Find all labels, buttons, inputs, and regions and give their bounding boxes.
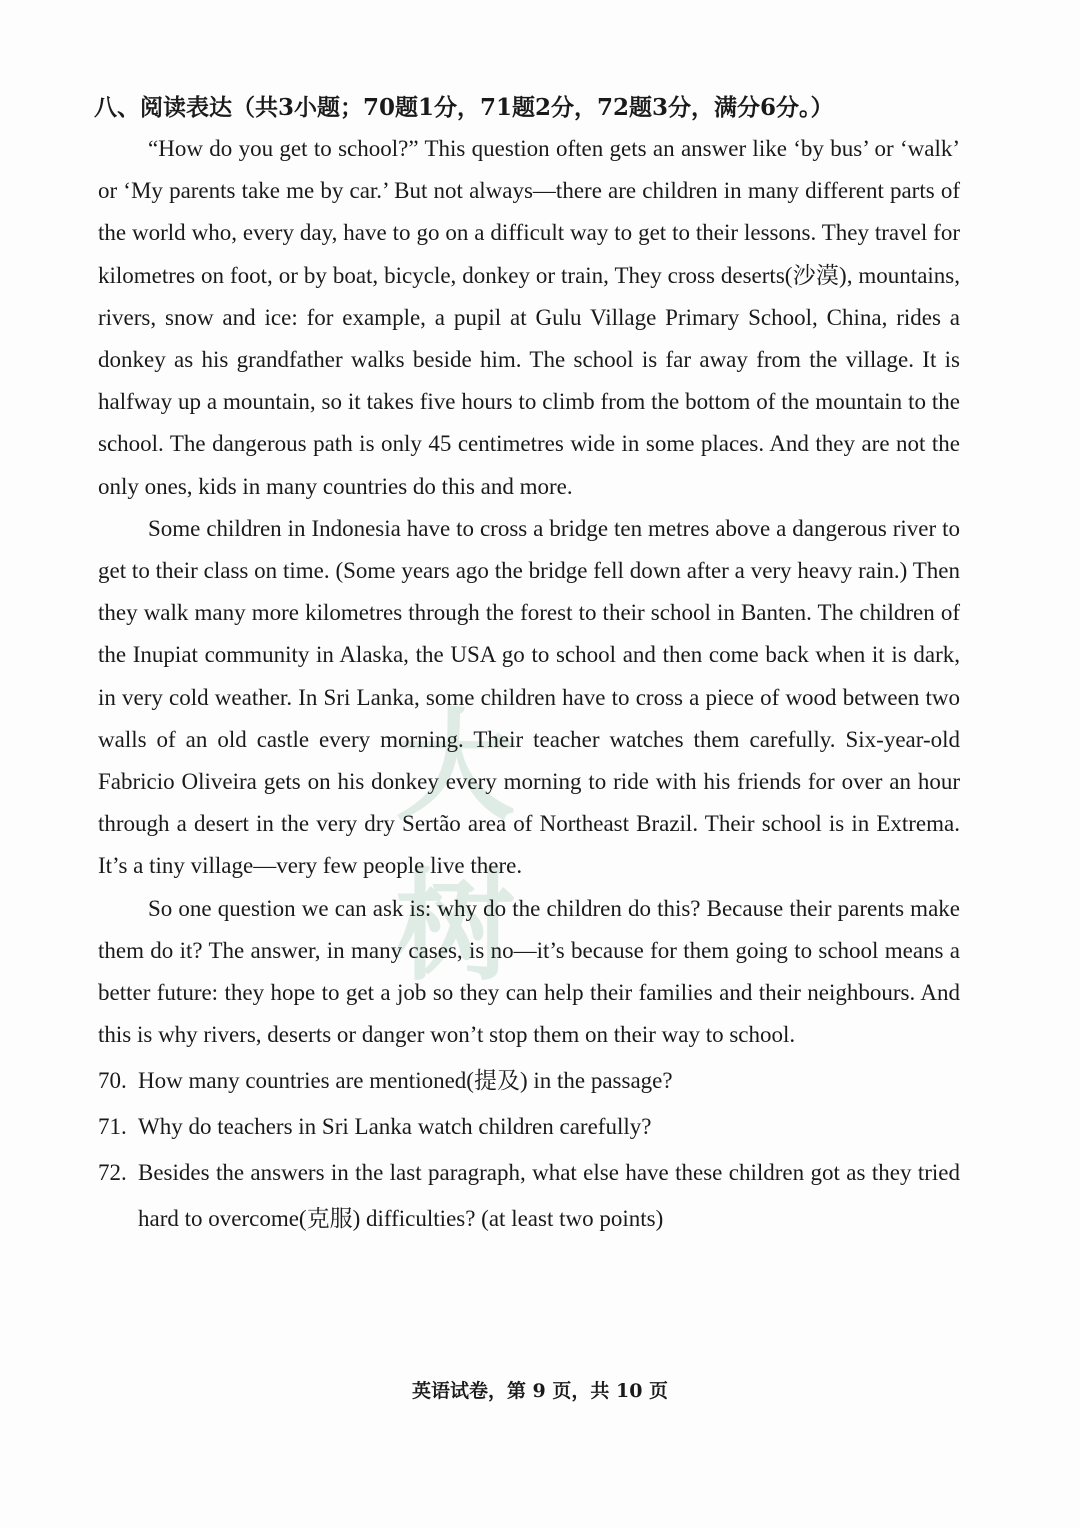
question-72 (98, 1150, 960, 1242)
question-text: How many countries are mentioned(提及) in the passage? (138, 1068, 673, 1094)
section-title: 八、阅读表达（共3小题；70题1分，71题2分，72题3分，满分6分。） (94, 94, 834, 121)
question-number: 72. (98, 1160, 127, 1186)
question-text: Besides the answers in the last paragraph, what else have these children got as they tried hard to overcome(克服) difficulties? (at least two points) (138, 1160, 960, 1232)
question-list (98, 1058, 960, 1242)
watermark-text: 大树 (395, 698, 515, 997)
question-text: Why do teachers in Sri Lanka watch children carefully? (138, 1114, 652, 1140)
passage-paragraph-1: “How do you get to school?” This question often gets an answer like ‘by bus’ or ‘walk’ or ‘My parents take me by car.’ But not always—there are children in many different parts of the world who, every day, have to go on a difficult way to get to their lessons. They travel for kilometres on foot, or by boat, bicycle, donkey or train, They cross deserts(沙漠), mountains, rivers, snow and ice: for example, a pupil at Gulu Village Primary School, China, rides a donkey as his grandfather walks beside him. The school is far away from the village. It is halfway up a mountain, so it takes five hours to climb from the bottom of the mountain to the school. The dangerous path is only 45 centimetres wide in some places. And they are not the only ones, kids in many countries do this and more. (98, 136, 960, 499)
question-number: 71. (98, 1114, 127, 1140)
question-70 (98, 1058, 960, 1104)
page-content (94, 88, 960, 1242)
question-71 (98, 1104, 960, 1150)
question-number: 70. (98, 1068, 127, 1094)
page-footer: 英语试卷，第 9 页，共 10 页 (411, 1380, 669, 1402)
passage-paragraph-2: Some children in Indonesia have to cross a bridge ten metres above a dangerous river to get to their class on time. (Some years ago the bridge fell down after a very heavy rain.) Then they walk many more kilometres through the forest to their school in Banten. The children of the Inupiat community in Alaska, the USA go to school and then come back when it is dark, in very cold weather. In Sri Lanka, some children have to cross a piece of wood between two walls of an old castle every morning. Their teacher watches them carefully. Six-year-old Fabricio Oliveira gets on his donkey every morning to ride with his friends for over an hour through a desert in the very dry Sertão area of Northeast Brazil. Their school is in Extrema. It’s a tiny village—very few people live there. (98, 515, 960, 879)
reading-passage (98, 128, 960, 1056)
passage-paragraph-3: So one question we can ask is: why do the children do this? Because their parents make them do it? The answer, in many cases, is no—it’s because for them going to school means a better future: they hope to get a job so they can help their families and their neighbours. And this is why rivers, deserts or danger won’t stop them on their way to school. (98, 895, 960, 1048)
